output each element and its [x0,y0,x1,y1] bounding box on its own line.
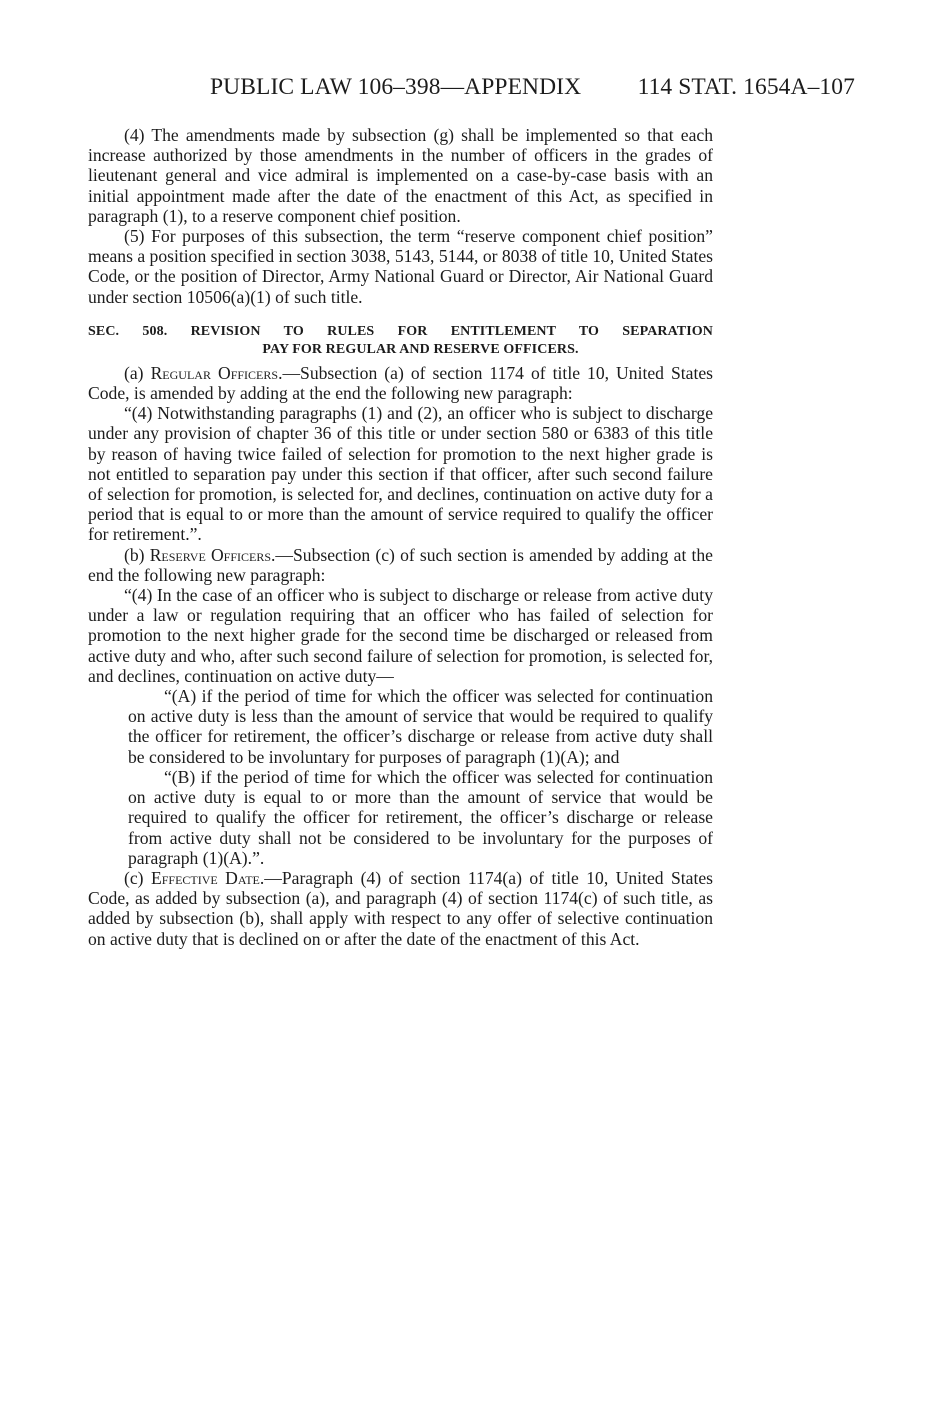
header-law-title: PUBLIC LAW 106–398—APPENDIX [210,74,582,100]
subsection-c-text: .—Paragraph (4) of section 1174(a) of title 10, United States Code, as added by subsection (a), and paragraph (4) of section 1174(c) of such title, as added by subsection (b), shall apply with respect to any offer of selective continuation on active duty that is declined on or after the date of the enactment of this Act. [88,867,713,949]
paragraph-4: (4) The amendments made by subsection (g) shall be implemented so that each increase authorized by those amendments in the number of officers in the grades of lieutenant general and vice admiral is implemented on a case-by-case basis with an initial appointment made after the date of the enactment of this Act, as specified in paragraph (1), to a reserve component chief position. [88,125,713,226]
subsection-b-quote: “(4) In the case of an officer who is subject to discharge or release from active duty under a law or regulation requiring that an officer who has failed of selection for promotion to the next higher grade for the second time be discharged or released from active duty and who, after such second failure of selection for promotion, is selected for, and declines, continuation on active duty— [88,585,713,686]
subsection-a-quote: “(4) Notwithstanding paragraphs (1) and (2), an officer who is subject to discharge under any provision of chapter 36 of this title or under section 580 or 6383 of this title by reason of having twice failed of selection for promotion to the next higher grade is not entitled to separation pay under this section if that officer, after such second failure of selection for promotion, is selected for, and declines, continuation on active duty for a period that is equal to or more than the amount of service required to qualify the officer for retirement.”. [88,403,713,545]
subsection-b-caption: Reserve Officers [149,544,272,565]
section-heading-line1: SEC. 508. REVISION TO RULES FOR ENTITLEMENT TO SEPARATION [88,323,713,339]
paragraph-5: (5) For purposes of this subsection, the term “reserve component chief position” means a position specified in section 3038, 5143, 5144, or 8038 of title 10, United States Code, or the position of Director, Army National Guard or Director, Air National Guard under section 10506(a)(1) of such title. [88,226,713,307]
body-text [88,125,713,949]
header-stat-page: 114 STAT. 1654A–107 [637,74,855,100]
subsection-c-caption: Effective Date [150,867,260,888]
clause-b: “(B) if the period of time for which the officer was selected for continuation on active duty is equal to or more than the amount of service that would be required to qualify the officer for retirement, the officer’s discharge or release from active duty shall not be considered to be involuntary for the purposes of paragraph (1)(A).”. [128,766,713,868]
section-heading-line2: PAY FOR REGULAR AND RESERVE OFFICERS. [262,341,579,357]
clause-a: “(A) if the period of time for which the officer was selected for continuation on active duty is less than the amount of service that would be required to qualify the officer for retirement, the officer’s discharge or release from active duty shall be considered to be involuntary for purposes of paragraph (1)(A); and [128,686,713,767]
section-heading [88,323,713,359]
subsection-a-label: (a) [124,362,151,383]
subsection-a [88,363,713,403]
subsection-c-label: (c) [124,867,151,888]
subsection-b [88,545,713,585]
subsection-a-text: .—Subsection (a) of section 1174 of title 10, United States Code, is amended by adding at the end the following new paragraph: [88,362,714,404]
subsection-a-caption: Regular Officers [150,362,279,383]
subsection-c [88,868,713,949]
subsection-b-text: .—Subsection (c) of such section is amended by adding at the end the following new paragraph: [88,544,713,585]
subsection-b-label: (b) [124,544,150,565]
